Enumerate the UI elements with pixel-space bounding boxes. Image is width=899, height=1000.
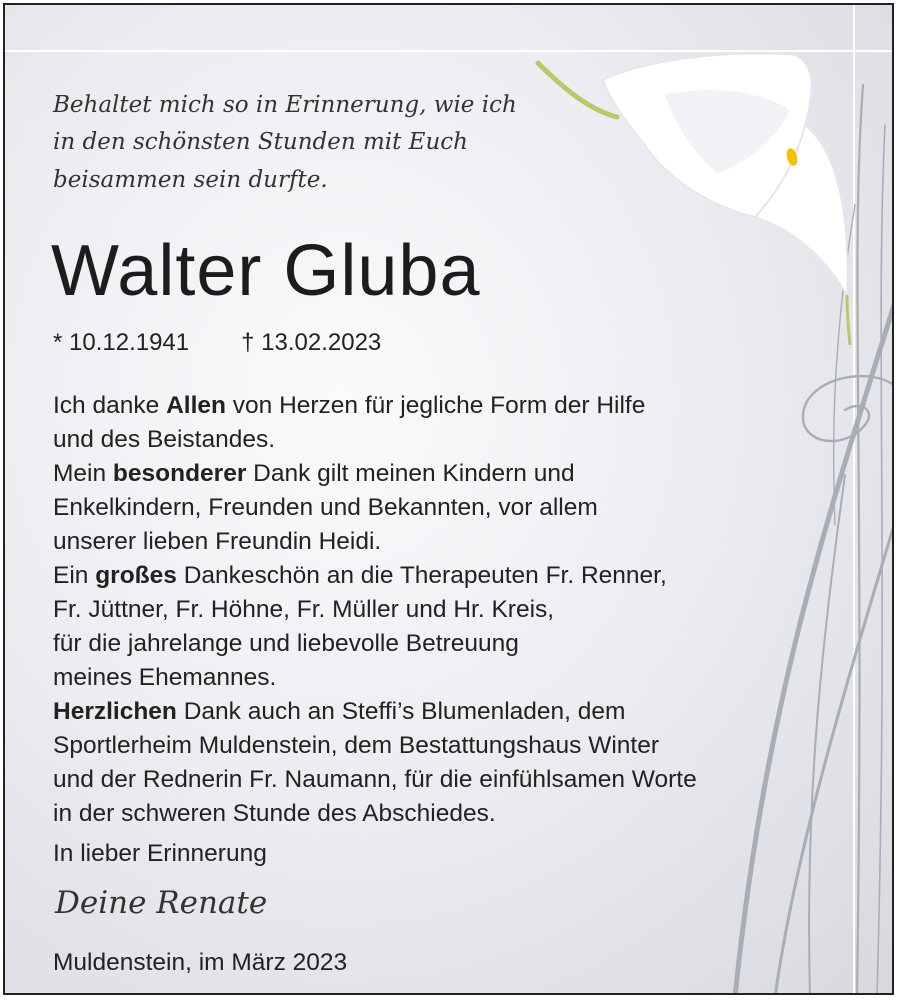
deceased-name: Walter Gluba: [51, 231, 481, 311]
text-line: und der Rednerin Fr. Naumann, für die einfühlsamen Worte: [53, 766, 697, 793]
text-line: [53, 389, 843, 423]
text-span: von Herzen für jegliche Form der Hilfe: [225, 392, 646, 419]
text-line: Fr. Jüttner, Fr. Höhne, Fr. Müller und Hr. Kreis,: [53, 596, 555, 623]
text-line: [53, 559, 843, 593]
text-line: für die jahrelange und liebevolle Betreuung: [53, 630, 519, 657]
memorial-quote: [53, 87, 573, 199]
emphasis-text: besonderer: [112, 460, 247, 487]
text-line: [53, 457, 843, 491]
place-and-date: Muldenstein, im März 2023: [53, 949, 348, 976]
emphasis-text: Allen: [166, 392, 226, 419]
life-dates: [53, 329, 381, 357]
text-span: Ein: [53, 562, 96, 589]
text-line: [53, 695, 843, 729]
text-span: Mein: [53, 460, 113, 487]
emphasis-text: Herzlichen: [53, 698, 177, 725]
text-line: in der schweren Stunde des Abschiedes.: [53, 800, 496, 827]
text-line: Enkelkindern, Freunden und Bekannten, vor allem: [53, 494, 598, 521]
text-line: unserer lieben Freundin Heidi.: [53, 528, 382, 555]
thank-you-text: [53, 389, 843, 831]
quote-line: in den schönsten Stunden mit Euch: [53, 129, 468, 156]
text-span: Ich danke: [53, 392, 167, 419]
emphasis-text: großes: [95, 562, 177, 589]
birth-date: * 10.12.1941: [53, 329, 190, 356]
death-date: † 13.02.2023: [241, 329, 382, 356]
quote-line: Behaltet mich so in Erinnerung, wie ich: [53, 92, 517, 118]
text-line: meines Ehemannes.: [53, 664, 277, 691]
signature: Deine Renate: [55, 885, 268, 921]
text-span: Dankeschön an die Therapeuten Fr. Renner,: [176, 562, 667, 589]
obituary-card: [3, 3, 894, 995]
calla-lily-image: [538, 54, 850, 345]
text-span: Dank auch an Steffi’s Blumenladen, dem: [176, 698, 626, 725]
text-line: und des Beistandes.: [53, 426, 276, 453]
closing-phrase: In lieber Erinnerung: [53, 840, 267, 867]
text-line: Sportlerheim Muldenstein, dem Bestattungshaus Winter: [53, 732, 659, 759]
text-span: Dank gilt meinen Kindern und: [246, 460, 575, 487]
quote-line: beisammen sein durfte.: [53, 166, 328, 193]
